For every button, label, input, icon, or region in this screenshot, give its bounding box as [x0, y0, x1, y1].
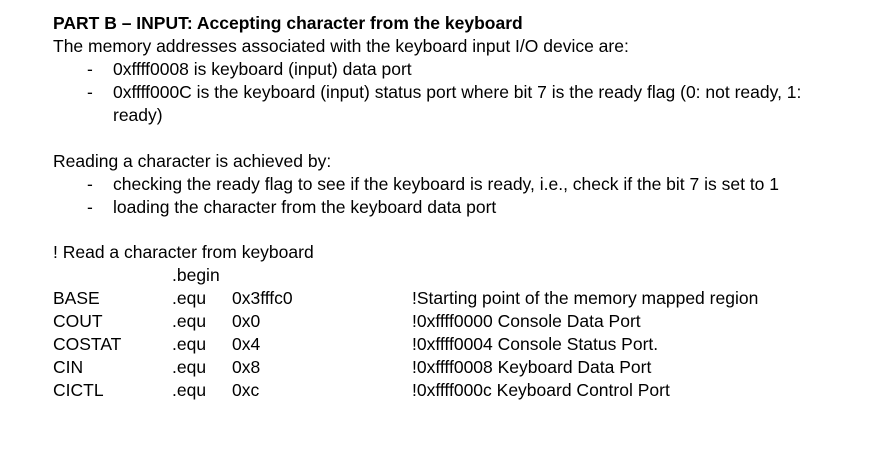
- list-item-text: loading the character from the keyboard data port: [113, 197, 497, 217]
- equ-row: [53, 310, 758, 333]
- begin-directive: .begin: [172, 265, 220, 285]
- list-item: [53, 173, 853, 196]
- directive: .equ: [172, 334, 207, 354]
- spacer: [53, 219, 853, 241]
- symbol-value: 0xc: [232, 380, 260, 400]
- dash-bullet: -: [87, 174, 93, 194]
- equ-row: [53, 333, 758, 356]
- directive: .equ: [172, 357, 207, 377]
- code-listing: [53, 241, 853, 401]
- equ-table: [53, 287, 758, 402]
- equ-row: [53, 379, 758, 402]
- symbol-value: 0x8: [232, 357, 261, 377]
- directive: .equ: [172, 380, 207, 400]
- equ-row: [53, 287, 758, 310]
- section-heading: PART B – INPUT: Accepting character from the keyboard: [53, 13, 523, 33]
- line-comment: !0xffff0000 Console Data Port: [412, 311, 641, 331]
- list-item-text: 0xffff0008 is keyboard (input) data port: [113, 59, 412, 79]
- list-item-text: checking the ready flag to see if the keyboard is ready, i.e., check if the bit 7 is set to 1: [113, 174, 780, 194]
- symbol-name: BASE: [53, 288, 100, 308]
- address-list: [53, 58, 853, 127]
- symbol-name: COUT: [53, 311, 103, 331]
- code-comment-line: ! Read a character from keyboard: [53, 242, 314, 262]
- list-item-text: 0xffff000C is the keyboard (input) status port where bit 7 is the ready flag (0: not ready, 1: ready): [113, 82, 802, 125]
- list-item: [53, 58, 853, 81]
- symbol-value: 0x0: [232, 311, 261, 331]
- dash-bullet: -: [87, 82, 93, 102]
- line-comment: !0xffff000c Keyboard Control Port: [412, 380, 670, 400]
- list-item: [53, 196, 853, 219]
- list-item: [53, 81, 853, 127]
- spacer: [53, 127, 853, 150]
- equ-row: [53, 356, 758, 379]
- dash-bullet: -: [87, 197, 93, 217]
- line-comment: !0xffff0004 Console Status Port.: [412, 334, 659, 354]
- directive: .equ: [172, 311, 207, 331]
- line-comment: !0xffff0008 Keyboard Data Port: [412, 357, 652, 377]
- intro-paragraph: The memory addresses associated with the keyboard input I/O device are:: [53, 36, 629, 56]
- directive: .equ: [172, 288, 207, 308]
- line-comment: !Starting point of the memory mapped region: [412, 288, 759, 308]
- symbol-name: COSTAT: [53, 334, 122, 354]
- document-page: [53, 12, 853, 401]
- symbol-name: CICTL: [53, 380, 104, 400]
- reading-intro-paragraph: Reading a character is achieved by:: [53, 151, 332, 171]
- symbol-value: 0x3fffc0: [232, 288, 293, 308]
- reading-steps-list: [53, 173, 853, 219]
- symbol-value: 0x4: [232, 334, 261, 354]
- dash-bullet: -: [87, 59, 93, 79]
- symbol-name: CIN: [53, 357, 84, 377]
